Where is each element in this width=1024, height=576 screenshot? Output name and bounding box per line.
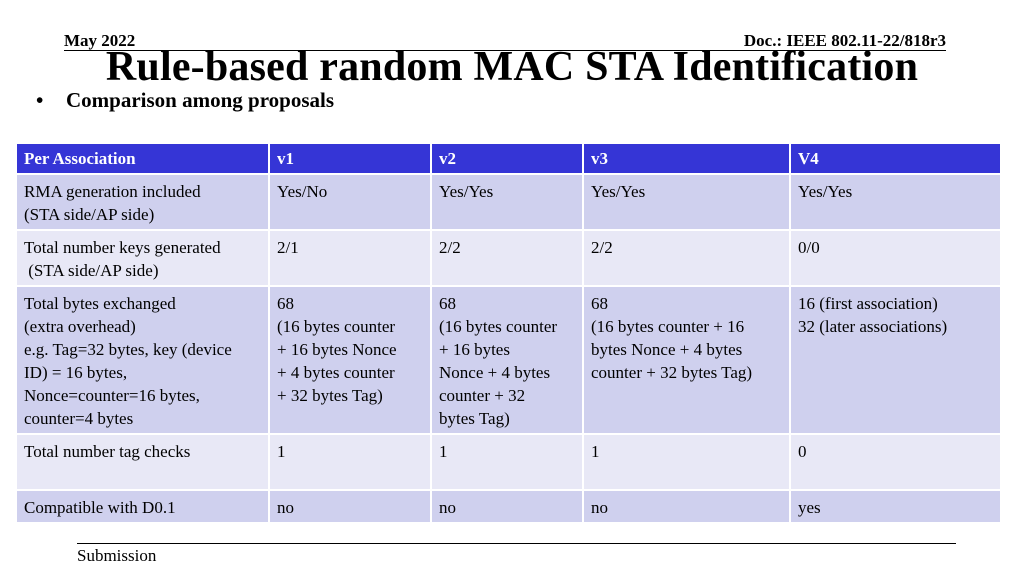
cell-line: (16 bytes counter + 16 <box>591 317 745 336</box>
cell-line: 68 <box>439 294 456 313</box>
cell-line: 68 <box>591 294 608 313</box>
table-row <box>16 174 1001 230</box>
table-header-row <box>16 143 1001 174</box>
cell-line: bytes Nonce + 4 bytes <box>591 340 743 359</box>
cell-line: (STA side/AP side) <box>24 205 155 224</box>
cell-line: RMA generation included <box>24 182 201 201</box>
cell-line: 32 (later associations) <box>798 317 948 336</box>
cell-line: no <box>591 498 608 517</box>
cell-line: ID) = 16 bytes, <box>24 363 128 382</box>
cell-line: 1 <box>277 442 286 461</box>
header-cell-per-association: Per Association <box>16 143 269 174</box>
cell-line: Yes/No <box>277 182 328 201</box>
cell-line: 2/1 <box>277 238 299 257</box>
cell-line: (extra overhead) <box>24 317 136 336</box>
value-cell <box>431 434 583 490</box>
cell-line: Yes/Yes <box>591 182 646 201</box>
header-date: May 2022 <box>64 31 136 50</box>
value-cell <box>790 174 1001 230</box>
cell-line: Total bytes exchanged <box>24 294 176 313</box>
header-cell-v4: V4 <box>790 143 1001 174</box>
value-cell <box>431 174 583 230</box>
slide-title: Rule-based random MAC STA Identification <box>105 44 919 90</box>
cell-line: bytes Tag) <box>439 409 510 428</box>
cell-line: counter + 32 bytes Tag) <box>591 363 753 382</box>
footer-divider <box>77 543 956 544</box>
cell-line: (STA side/AP side) <box>24 261 159 280</box>
value-cell <box>269 434 431 490</box>
table-row <box>16 490 1001 523</box>
cell-line: 0/0 <box>798 238 820 257</box>
table-body <box>16 174 1001 523</box>
cell-line: + 4 bytes counter <box>277 363 395 382</box>
cell-line: (16 bytes counter <box>277 317 396 336</box>
bullet-text: Comparison among proposals <box>66 88 334 112</box>
cell-line: Total number tag checks <box>24 442 191 461</box>
row-label-cell <box>16 230 269 286</box>
cell-line: Nonce=counter=16 bytes, <box>24 386 200 405</box>
cell-line: + 16 bytes Nonce <box>277 340 397 359</box>
row-label-cell <box>16 286 269 434</box>
cell-line: (16 bytes counter <box>439 317 558 336</box>
value-cell <box>583 490 790 523</box>
value-cell <box>583 174 790 230</box>
cell-line: counter=4 bytes <box>24 409 134 428</box>
cell-line: + 16 bytes <box>439 340 510 359</box>
cell-line: Nonce + 4 bytes <box>439 363 551 382</box>
value-cell <box>269 230 431 286</box>
cell-line: 0 <box>798 442 807 461</box>
cell-line: Yes/Yes <box>439 182 494 201</box>
bullet-dot-icon: • <box>36 88 44 112</box>
row-label-cell <box>16 434 269 490</box>
header-cell-v2: v2 <box>431 143 583 174</box>
value-cell <box>790 230 1001 286</box>
footer-text: Submission <box>77 546 157 565</box>
cell-line: Total number keys generated <box>24 238 221 257</box>
bullet-item <box>36 88 334 113</box>
cell-line: 2/2 <box>439 238 461 257</box>
cell-line: 16 (first association) <box>798 294 938 313</box>
value-cell <box>583 286 790 434</box>
cell-line: e.g. Tag=32 bytes, key (device <box>24 340 232 359</box>
row-label-cell <box>16 174 269 230</box>
cell-line: Yes/Yes <box>798 182 853 201</box>
table-row <box>16 434 1001 490</box>
value-cell <box>431 230 583 286</box>
table-row <box>16 286 1001 434</box>
comparison-table <box>15 142 1002 524</box>
cell-line: 2/2 <box>591 238 613 257</box>
value-cell <box>431 286 583 434</box>
cell-line: Compatible with D0.1 <box>24 498 176 517</box>
value-cell <box>790 490 1001 523</box>
cell-line: 68 <box>277 294 294 313</box>
value-cell <box>583 434 790 490</box>
cell-line: 1 <box>591 442 600 461</box>
header-doc-id: Doc.: IEEE 802.11-22/818r3 <box>743 31 946 50</box>
cell-line: 1 <box>439 442 448 461</box>
value-cell <box>583 230 790 286</box>
cell-line: no <box>439 498 456 517</box>
value-cell <box>269 174 431 230</box>
value-cell <box>269 286 431 434</box>
cell-line: + 32 bytes Tag) <box>277 386 383 405</box>
cell-line: yes <box>798 498 821 517</box>
header-cell-v1: v1 <box>269 143 431 174</box>
value-cell <box>269 490 431 523</box>
cell-line: no <box>277 498 294 517</box>
value-cell <box>790 434 1001 490</box>
cell-line: counter + 32 <box>439 386 526 405</box>
header-cell-v3: v3 <box>583 143 790 174</box>
value-cell <box>431 490 583 523</box>
row-label-cell <box>16 490 269 523</box>
table-row <box>16 230 1001 286</box>
value-cell <box>790 286 1001 434</box>
